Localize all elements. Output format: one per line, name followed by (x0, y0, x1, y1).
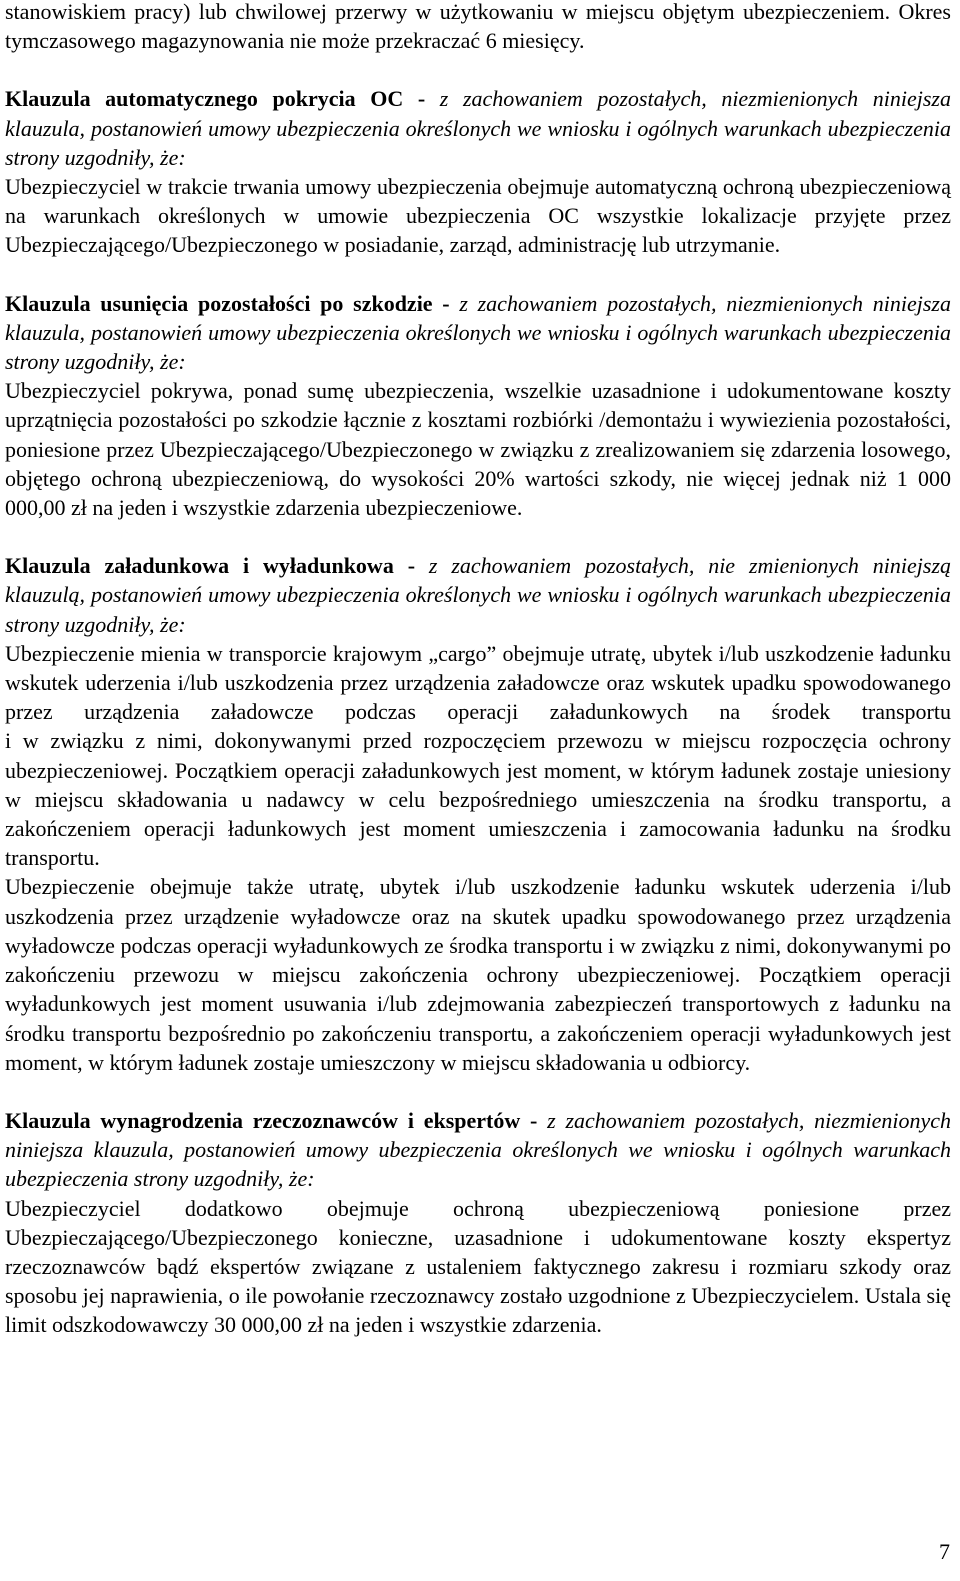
clause-expert-fees (5, 1106, 951, 1340)
clause-automatic-coverage (5, 84, 951, 259)
clause-lead (5, 289, 951, 377)
spacer (5, 1077, 951, 1106)
clause-lead (5, 84, 951, 172)
clause-title: Klauzula usunięcia pozostałości po szkodzie - (5, 290, 450, 316)
clause-preamble: z zachowaniem pozostałych, niezmienionych niniejsza klauzula, postanowień umowy ubezpieczenia określonych we wniosku i ogólnych warunkach ubezpieczenia strony uzgodniły, że: (5, 1107, 951, 1192)
intro-paragraph: stanowiskiem pracy) lub chwilowej przerwy w użytkowaniu w miejscu objętym ubezpieczeniem. Okres tymczasowego magazynowania nie może przekraczać 6 miesięcy. (5, 0, 951, 54)
clause-body-paragraph: Ubezpieczenie obejmuje także utratę, ubytek i/lub uszkodzenie ładunku wskutek uderzenia i/lub uszkodzenia przez urządzenie wyładowcze oraz na skutek upadku spowodowanego przez urządzenia wyładowcze podczas operacji wyładunkowych ze środka transportu i w związku z nimi, dokonywanymi po zakończeniu przewozu w miejscu zakończenia ochrony ubezpieczeniowej. Początkiem operacji wyładunkowych jest moment usuwania i/lub zdejmowania zabezpieczeń transportowych z ładunku na środku transportu bezpośrednio po zakończeniu transportu, a zakończeniem operacji wyładunkowych jest moment, w którym ładunek zostaje umieszczony w miejscu składowania u odbiorcy. (5, 874, 951, 1075)
document-page (5, 0, 951, 1340)
clause-body-paragraph: Ubezpieczyciel dodatkowo obejmuje ochroną ubezpieczeniową poniesione przez Ubezpieczającego/Ubezpieczonego konieczne, uzasadnione i udokumentowane koszty ekspertyz rzeczoznawców bądź ekspertów związane z ustaleniem faktycznego zakresu i rozmiaru szkody oraz sposobu jej naprawienia, o ile powołanie rzeczoznawcy zostało uzgodnione z Ubezpieczycielem. Ustala się limit odszkodowawczy 30 000,00 zł na jeden i wszystkie zdarzenia. (5, 1195, 951, 1338)
clause-body-paragraph: Ubezpieczenie mienia w transporcie krajowym „cargo” obejmuje utratę, ubytek i/lub uszkodzenie ładunku wskutek uderzenia i/lub uszkodzenia przez urządzenia załadowcze oraz wskutek upadku spowodowanego przez urządzenia załadowcze podczas operacji załadunkowych na środek transportu (5, 640, 951, 725)
spacer (5, 55, 951, 84)
page-number: 7 (939, 1539, 950, 1564)
clause-body-paragraph: Ubezpieczyciel pokrywa, ponad sumę ubezpieczenia, wszelkie uzasadnione i udokumentowane koszty uprzątnięcia pozostałości po szkodzie łącznie z kosztami rozbiórki /demontażu i wywiezienia pozostałości, poniesione przez Ubezpieczającego/Ubezpieczonego w związku z zrealizowaniem się zdarzenia losowego, objętego ochroną ubezpieczeniową, do wysokości 20% wartości szkody, nie więcej jednak niż 1 000 000,00 zł na jeden i wszystkie zdarzenia ubezpieczeniowe. (5, 378, 951, 521)
clause-loading-unloading (5, 551, 951, 1077)
clause-preamble: z zachowaniem pozostałych, niezmienionych niniejsza klauzula, postanowień umowy ubezpieczenia określonych we wniosku i ogólnych warunkach ubezpieczenia strony uzgodniły, że: (5, 290, 951, 375)
spacer (5, 260, 951, 289)
clause-lead (5, 551, 951, 639)
clause-title: Klauzula załadunkowa i wyładunkowa - (5, 553, 416, 579)
clause-debris-removal (5, 289, 951, 523)
clause-body-paragraph: i w związku z nimi, dokonywanymi przed rozpoczęciem przewozu w miejscu rozpoczęcia ochrony ubezpieczeniowej. Początkiem operacji załadunkowych jest moment, w którym ładunek zostaje uniesiony w miejscu składowania u nadawcy w celu bezpośredniego umieszczenia na środku transportu, a zakończeniem operacji ładunkowych jest moment umieszczenia i zamocowania ładunku na środku transportu. (5, 728, 951, 871)
clause-title: Klauzula automatycznego pokrycia OC - (5, 86, 426, 112)
clause-preamble: z zachowaniem pozostałych, niezmienionych niniejsza klauzula, postanowień umowy ubezpieczenia określonych we wniosku i ogólnych warunkach ubezpieczenia strony uzgodniły, że: (5, 86, 951, 170)
clause-lead (5, 1106, 951, 1194)
clause-title: Klauzula wynagrodzenia rzeczoznawców i ekspertów - (5, 1107, 538, 1133)
spacer (5, 522, 951, 551)
clause-body-paragraph: Ubezpieczyciel w trakcie trwania umowy ubezpieczenia obejmuje automatyczną ochroną ubezpieczeniową na warunkach określonych w umowie ubezpieczenia OC wszystkie lokalizacje przyjęte przez Ubezpieczającego/Ubezpieczonego w posiadanie, zarząd, administrację lub utrzymanie. (5, 174, 951, 258)
clause-preamble: z zachowaniem pozostałych, nie zmienionych niniejszą klauzulą, postanowień umowy ubezpieczenia określonych we wniosku i ogólnych warunkach ubezpieczenia strony uzgodniły, że: (5, 553, 951, 637)
